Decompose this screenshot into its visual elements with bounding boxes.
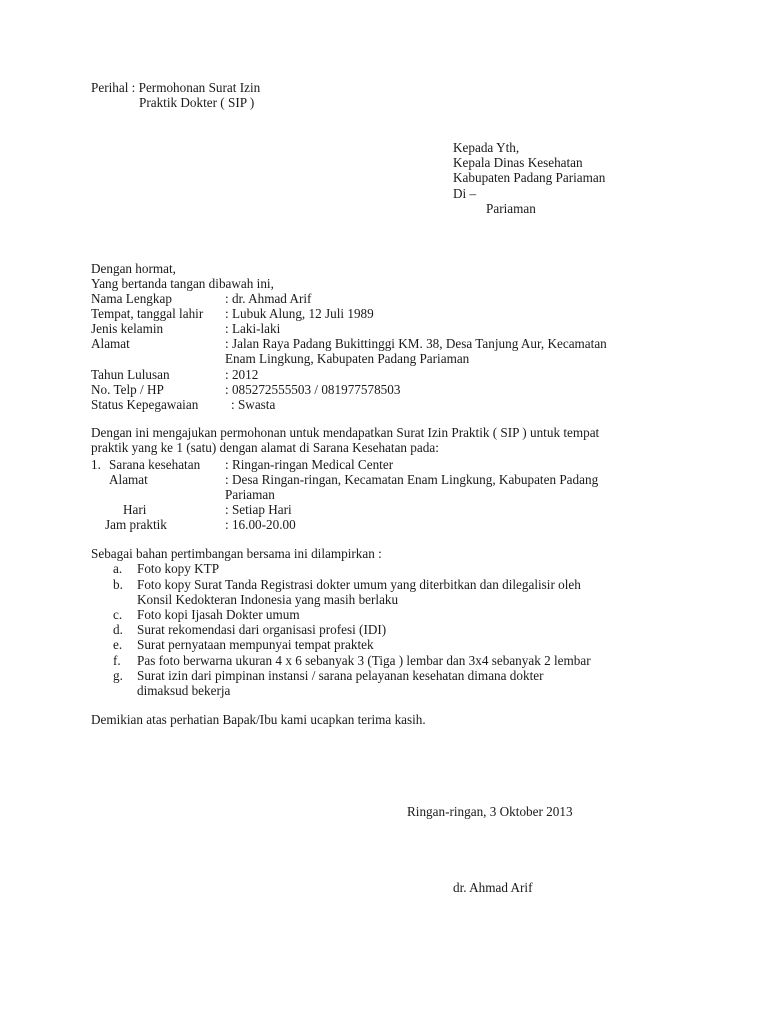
subject-block	[91, 80, 260, 110]
item-letter: f.	[113, 653, 121, 668]
item-text: Foto kopi Ijasah Dokter umum	[137, 607, 300, 622]
field-value: : Setiap Hari	[225, 502, 292, 517]
request-paragraph	[91, 425, 599, 455]
subject-line-continued: Praktik Dokter ( SIP )	[139, 95, 255, 111]
field-value: : dr. Ahmad Arif	[225, 291, 312, 306]
paragraph-line: praktik yang ke 1 (satu) dengan alamat di Sarana Kesehatan pada:	[91, 440, 439, 456]
field-label: Sarana kesehatan	[109, 457, 201, 472]
field-label: Tahun Lulusan	[91, 367, 170, 382]
signer-name: dr. Ahmad Arif	[453, 880, 533, 895]
item-text: Konsil Kedokteran Indonesia yang masih berlaku	[137, 592, 399, 607]
item-text: Foto kopy Surat Tanda Registrasi dokter umum yang diterbitkan dan dilegalisir oleh	[137, 577, 581, 592]
field-label: Hari	[123, 502, 147, 517]
field-value: : Laki-laki	[225, 321, 281, 336]
field-value: : 2012	[225, 367, 259, 382]
field-label: Jenis kelamin	[91, 321, 164, 336]
item-letter: g.	[113, 668, 123, 683]
item-letter: d.	[113, 622, 123, 637]
place-date: Ringan-ringan, 3 Oktober 2013	[407, 804, 573, 819]
item-text: Surat pernyataan mempunyai tempat praktek	[137, 637, 374, 652]
item-letter: e.	[113, 637, 123, 652]
item-text: dimaksud bekerja	[137, 683, 231, 698]
field-value: : 16.00-20.00	[225, 517, 296, 532]
field-label: Nama Lengkap	[91, 291, 172, 306]
recipient-line: Kabupaten Padang Pariaman	[453, 170, 606, 186]
field-label: No. Telp / HP	[91, 382, 164, 397]
attachments-intro: Sebagai bahan pertimbangan bersama ini dilampirkan :	[91, 546, 382, 561]
field-label: Status Kepegawaian	[91, 397, 199, 412]
item-text: Pas foto berwarna ukuran 4 x 6 sebanyak 3 (Tiga ) lembar dan 3x4 sebanyak 2 lembar	[137, 653, 591, 668]
field-label: Jam praktik	[105, 517, 167, 532]
field-value: : Swasta	[231, 397, 276, 412]
item-text: Surat rekomendasi dari organisasi profesi (IDI)	[137, 622, 387, 637]
field-label: Tempat, tanggal lahir	[91, 306, 204, 321]
item-text: Surat izin dari pimpinan instansi / sarana pelayanan kesehatan dimana dokter	[137, 668, 544, 683]
recipient-line: Di –	[453, 185, 477, 201]
greeting-block	[91, 261, 274, 291]
field-value: : 085272555503 / 081977578503	[225, 382, 401, 397]
field-value: : Lubuk Alung, 12 Juli 1989	[225, 306, 374, 321]
field-value: Enam Lingkung, Kabupaten Padang Pariaman	[225, 351, 470, 366]
recipient-line: Kepada Yth,	[453, 140, 520, 155]
field-label: Alamat	[91, 336, 130, 351]
salutation: Dengan hormat,	[91, 261, 176, 276]
paragraph-line: Dengan ini mengajukan permohonan untuk mendapatkan Surat Izin Praktik ( SIP ) untuk tempat	[91, 425, 600, 440]
recipient-line: Kepala Dinas Kesehatan	[453, 155, 583, 171]
field-label: Alamat	[109, 472, 148, 487]
intro-line: Yang bertanda tangan dibawah ini,	[91, 276, 274, 292]
closing-line: Demikian atas perhatian Bapak/Ibu kami ucapkan terima kasih.	[91, 712, 426, 727]
item-letter: c.	[113, 607, 123, 622]
field-value: : Jalan Raya Padang Bukittinggi KM. 38, Desa Tanjung Aur, Kecamatan	[225, 336, 607, 351]
recipient-city: Pariaman	[486, 200, 536, 216]
subject-line: Perihal : Permohonan Surat Izin	[91, 80, 261, 95]
field-value: : Ringan-ringan Medical Center	[225, 457, 394, 472]
item-letter: a.	[113, 561, 123, 576]
item-text: Foto kopy KTP	[137, 561, 220, 576]
list-number: 1.	[91, 457, 101, 472]
field-value: Pariaman	[225, 487, 275, 502]
field-value: : Desa Ringan-ringan, Kecamatan Enam Lingkung, Kabupaten Padang	[225, 472, 599, 487]
item-letter: b.	[113, 577, 123, 592]
recipient-block	[453, 140, 605, 216]
